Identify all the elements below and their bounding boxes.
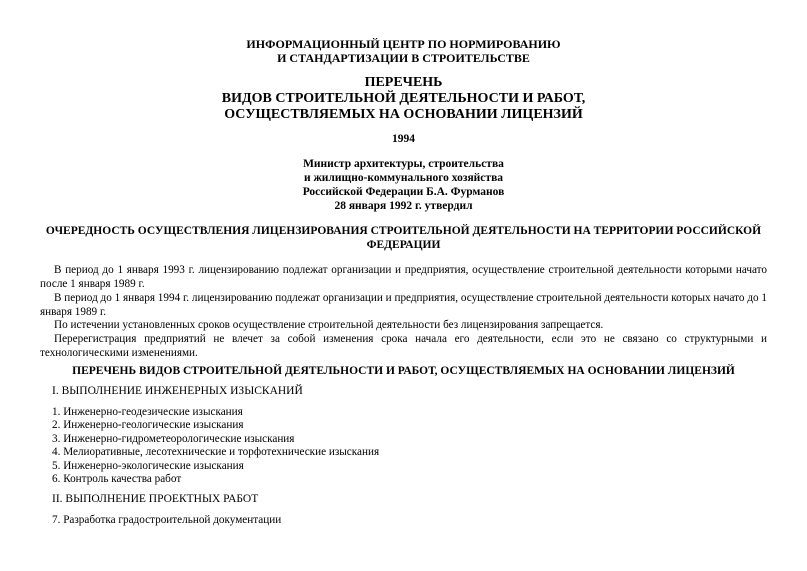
order-section-heading: ОЧЕРЕДНОСТЬ ОСУЩЕСТВЛЕНИЯ ЛИЦЕНЗИРОВАНИЯ СТРОИТЕЛЬНОЙ ДЕЯТЕЛЬНОСТИ НА ТЕРРИТОРИИ РОССИЙСКОЙ ФЕДЕРАЦИИ <box>45 225 762 251</box>
order-paragraph-2: В период до 1 января 1994 г. лицензированию подлежат организации и предприятия, осуществление строительной деятельности которых начато до 1 января 1989 г. <box>40 292 767 318</box>
org-name-line-2: И СТАНДАРТИЗАЦИИ В СТРОИТЕЛЬСТВЕ <box>277 51 530 65</box>
order-paragraph-3: По истечении установленных сроков осуществление строительной деятельности без лицензирования запрещается. <box>54 319 604 331</box>
document-year: 1994 <box>392 133 415 145</box>
list-item: 7. Разработка градостроительной документации <box>52 514 282 526</box>
approval-line-1: Министр архитектуры, строительства <box>303 158 504 170</box>
list-item: 4. Мелиоративные, лесотехнические и торфотехнические изыскания <box>52 446 380 458</box>
order-paragraph-1: В период до 1 января 1993 г. лицензированию подлежат организации и предприятия, осуществление строительной деятельности которыми начато после 1 января 1989 г. <box>40 264 767 290</box>
document-title-line-2: ВИДОВ СТРОИТЕЛЬНОЙ ДЕЯТЕЛЬНОСТИ И РАБОТ, <box>221 91 586 106</box>
order-paragraph-4: Перерегистрация предприятий не влечет за собой изменения срока начала его деятельности, если это не связано со структурными и технологическими изменениями. <box>40 333 767 359</box>
approval-line-2: и жилищно-коммунального хозяйства <box>303 172 504 184</box>
list-item: 1. Инженерно-геодезические изыскания <box>52 406 243 418</box>
document-title-line-1: ПЕРЕЧЕНЬ <box>364 75 443 90</box>
list-section-heading: ПЕРЕЧЕНЬ ВИДОВ СТРОИТЕЛЬНОЙ ДЕЯТЕЛЬНОСТИ И РАБОТ, ОСУЩЕСТВЛЯЕМЫХ НА ОСНОВАНИИ ЛИЦЕНЗИЙ <box>72 365 735 377</box>
list-item: 5. Инженерно-экологические изыскания <box>52 460 244 472</box>
approval-line-3: Российской Федерации Б.А. Фурманов <box>302 186 505 198</box>
document-title-line-3: ОСУЩЕСТВЛЯЕМЫХ НА ОСНОВАНИИ ЛИЦЕНЗИЙ <box>224 107 583 122</box>
list-item: 3. Инженерно-гидрометеорологические изыскания <box>52 433 295 445</box>
approval-line-4: 28 января 1992 г. утвердил <box>334 200 473 212</box>
list-item: 2. Инженерно-геологические изыскания <box>52 419 244 431</box>
part-1-title: I. ВЫПОЛНЕНИЕ ИНЖЕНЕРНЫХ ИЗЫСКАНИЙ <box>52 385 303 397</box>
org-name-line-1: ИНФОРМАЦИОННЫЙ ЦЕНТР ПО НОРМИРОВАНИЮ <box>246 37 561 51</box>
part-2-title: II. ВЫПОЛНЕНИЕ ПРОЕКТНЫХ РАБОТ <box>52 493 259 505</box>
list-item: 6. Контроль качества работ <box>52 473 182 485</box>
